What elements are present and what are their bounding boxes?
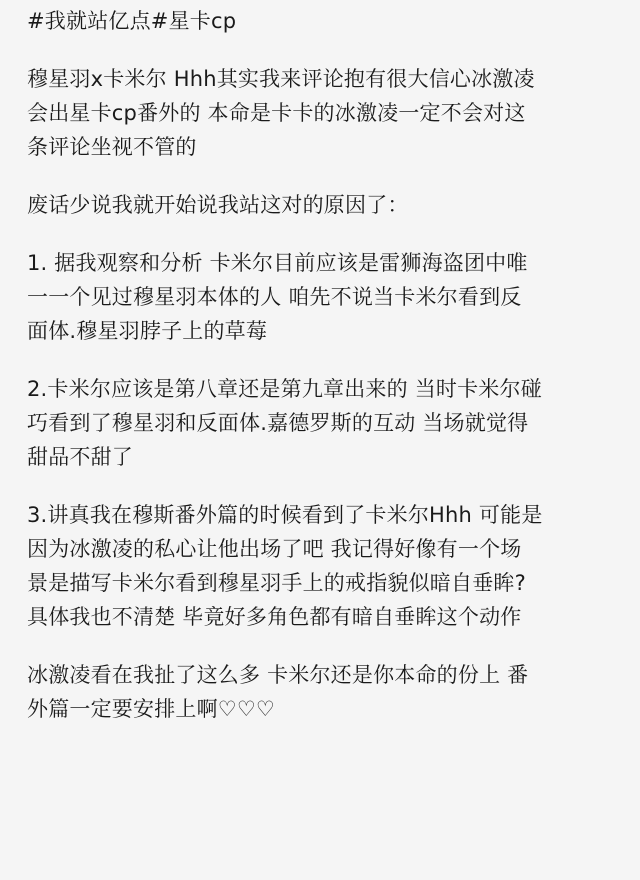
paragraph-1-line-1: 穆星羽x卡米尔 Hhh其实我来评论抱有很大信心冰激凌 [27, 67, 535, 91]
hashtag-line[interactable] [27, 4, 614, 38]
paragraph-1 [27, 62, 614, 164]
paragraph-2 [27, 188, 614, 222]
paragraph-4-line-2: 巧看到了穆星羽和反面体.嘉德罗斯的互动 当场就觉得 [27, 411, 529, 435]
paragraph-6 [27, 658, 614, 726]
paragraph-1-line-3: 条评论坐视不管的 [27, 135, 197, 159]
paragraph-2-line-1: 废话少说我就开始说我站这对的原因了： [27, 193, 409, 217]
paragraph-5-line-2: 因为冰激凌的私心让他出场了吧 我记得好像有一个场 [27, 537, 522, 561]
paragraph-4 [27, 372, 614, 474]
paragraph-4-line-1: 2.卡米尔应该是第八章还是第九章出来的 当时卡米尔碰 [27, 377, 542, 401]
paragraph-6-line-1: 冰激凌看在我扯了这么多 卡米尔还是你本命的份上 番 [27, 663, 529, 687]
paragraph-5-line-4: 具体我也不清楚 毕竟好多角色都有暗自垂眸这个动作 [27, 605, 522, 629]
paragraph-1-line-2: 会出星卡cp番外的 本命是卡卡的冰激凌一定不会对这 [27, 101, 526, 125]
paragraph-5-line-3: 景是描写卡米尔看到穆星羽手上的戒指貌似暗自垂眸? [27, 571, 526, 595]
paragraph-4-line-3: 甜品不甜了 [27, 445, 133, 469]
paragraph-3-line-3: 面体.穆星羽脖子上的草莓 [27, 319, 268, 343]
hashtag-text[interactable]: #我就站亿点#星卡cp [27, 9, 237, 33]
paragraph-5 [27, 498, 614, 634]
paragraph-3-line-1: 1. 据我观察和分析 卡米尔目前应该是雷狮海盗团中唯 [27, 251, 528, 275]
paragraph-6-line-2: 外篇一定要安排上啊♡♡♡ [27, 697, 275, 721]
paragraph-3 [27, 246, 614, 348]
paragraph-3-line-2: 一一个见过穆星羽本体的人 咱先不说当卡米尔看到反 [27, 285, 522, 309]
paragraph-5-line-1: 3.讲真我在穆斯番外篇的时候看到了卡米尔Hhh 可能是 [27, 503, 543, 527]
